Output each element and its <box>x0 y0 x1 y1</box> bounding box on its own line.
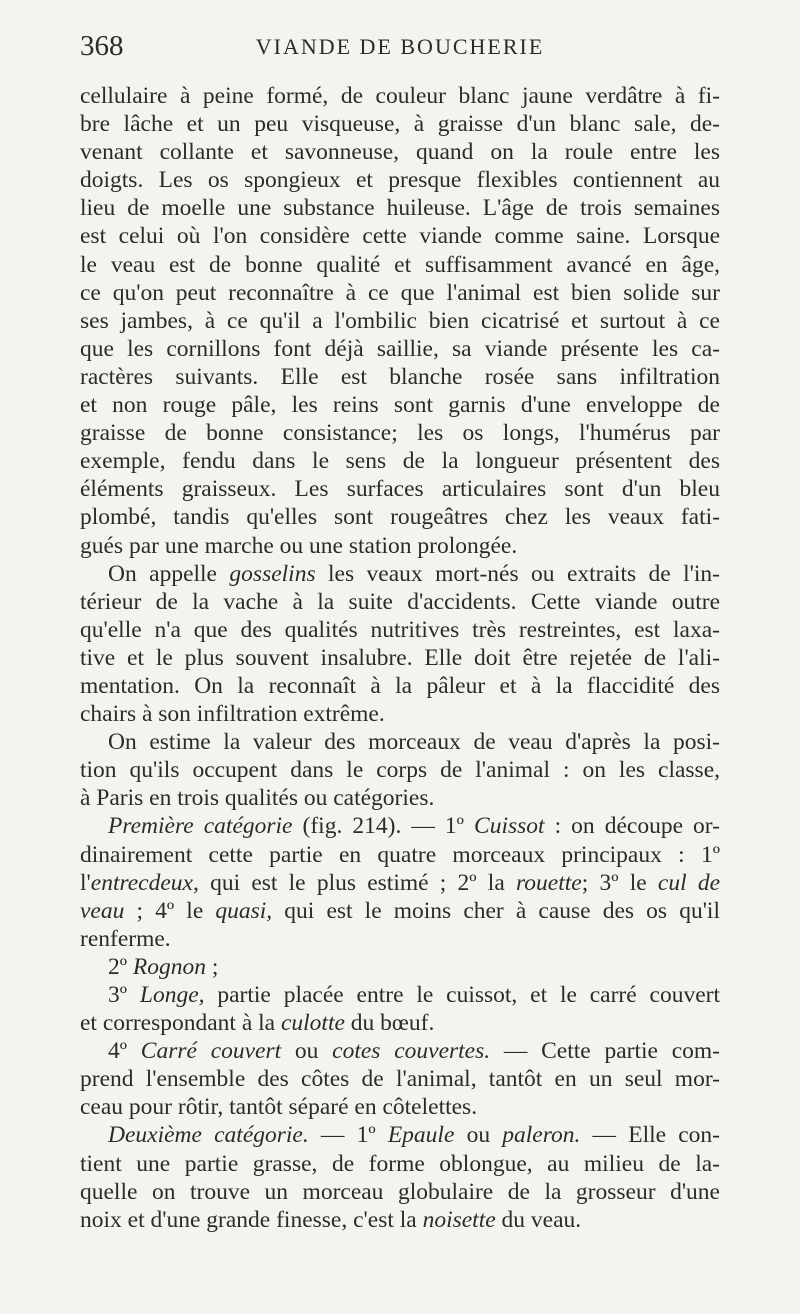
text-segment: ou <box>454 1122 503 1149</box>
text-segment: plombé, tandis qu'elles sont rougeâtres chez les veaux fati- <box>80 504 720 531</box>
text-segment: qu'elle n'a que des qualités nutritives très restreintes, est laxa- <box>80 616 720 643</box>
text-segment: tion qu'ils occupent dans le corps de l'animal : on les classe, <box>80 757 720 784</box>
text-line <box>80 588 720 616</box>
text-segment: noix et d'une grande finesse, c'est la <box>80 1206 423 1233</box>
text-segment: (fig. 214). — 1º <box>292 813 475 840</box>
text-segment: qui est le moins cher à cause des os qu'il <box>272 897 720 924</box>
text-segment: doigts. Les os spongieux et presque flexibles contiennent au <box>80 167 720 194</box>
text-segment: ce qu'on peut reconnaître à ce que l'animal est bien solide sur <box>80 279 720 306</box>
text-segment: quelle on trouve un morceau globulaire de la grosseur d'une <box>80 1178 720 1205</box>
text-segment: lieu de moelle une substance huileuse. L'âge de trois semaines <box>80 195 720 222</box>
italic-term: veau <box>80 897 125 924</box>
italic-term: Carré couvert <box>140 1038 282 1065</box>
body-text <box>80 82 720 1234</box>
text-segment: que les cornillons font déjà saillie, sa viande présente les ca- <box>80 335 720 362</box>
text-line <box>80 1093 720 1121</box>
text-line <box>80 953 720 981</box>
text-line <box>80 419 720 447</box>
text-line <box>80 307 720 335</box>
text-segment: tive et le plus souvent insalubre. Elle doit être rejetée de l'ali- <box>80 644 720 671</box>
italic-term: culotte <box>280 1010 345 1037</box>
text-line <box>80 981 720 1009</box>
text-line <box>80 644 720 672</box>
text-segment: 2º <box>108 953 133 980</box>
text-line <box>80 110 720 138</box>
italic-term: Longe, <box>139 982 205 1008</box>
italic-term: Première catégorie <box>108 813 293 840</box>
text-line <box>80 138 720 166</box>
text-segment: On appelle <box>108 560 230 587</box>
text-line <box>80 897 720 925</box>
text-line <box>80 1121 720 1149</box>
text-segment: mentation. On la reconnaît à la pâleur et à la flaccidité des <box>80 672 720 699</box>
text-line <box>80 869 720 897</box>
text-line <box>80 194 720 222</box>
italic-term: rouette <box>516 869 582 896</box>
text-line <box>80 1150 720 1178</box>
text-segment: graisse de bonne consistance; les os longs, l'humérus par <box>80 420 720 447</box>
text-segment: les veaux mort-nés ou extraits de l'in- <box>315 560 720 587</box>
text-line <box>80 1065 720 1093</box>
text-segment: ; 3º le <box>581 869 658 896</box>
text-line <box>80 447 720 475</box>
italic-term: cotes couvertes. <box>332 1038 491 1065</box>
italic-term: Deuxième catégorie. <box>108 1122 309 1149</box>
text-segment: tient une partie grasse, de forme oblongue, au milieu de la- <box>80 1150 720 1177</box>
text-line <box>80 279 720 307</box>
text-segment: renferme. <box>80 925 171 952</box>
text-line <box>80 616 720 644</box>
text-line <box>80 560 720 588</box>
italic-term: cul de <box>657 869 720 896</box>
text-line <box>80 475 720 503</box>
text-line <box>80 335 720 363</box>
text-segment: prend l'ensemble des côtes de l'animal, tantôt en un seul mor- <box>80 1066 720 1093</box>
text-segment: ractères suivants. Elle est blanche rosée sans infiltration <box>80 363 720 390</box>
text-line <box>80 391 720 419</box>
text-line <box>80 925 720 953</box>
text-segment: térieur de la vache à la suite d'accidents. Cette viande outre <box>80 588 720 615</box>
text-segment: et non rouge pâle, les reins sont garnis d'une enveloppe de <box>80 392 720 419</box>
text-line <box>80 841 720 869</box>
page-header <box>80 30 720 66</box>
text-line <box>80 251 720 279</box>
text-line <box>80 784 720 812</box>
text-segment: — Cette partie com- <box>490 1038 720 1065</box>
text-segment: du veau. <box>495 1206 582 1233</box>
text-line <box>80 812 720 840</box>
text-segment: est celui où l'on considère cette viande comme saine. Lorsque <box>80 223 720 250</box>
text-segment: venant collante et savonneuse, quand on la roule entre les <box>80 139 720 166</box>
text-segment: 3º <box>108 982 140 1008</box>
italic-term: quasi, <box>215 897 273 924</box>
text-segment: dinairement cette partie en quatre morceaux principaux : 1º <box>80 841 720 868</box>
text-line <box>80 363 720 391</box>
text-segment: — Elle con- <box>580 1122 720 1149</box>
italic-term: paleron. <box>502 1122 581 1149</box>
text-segment: le veau est de bonne qualité et suffisamment avancé en âge, <box>80 251 720 278</box>
text-segment: chairs à son infiltration extrême. <box>80 701 385 728</box>
text-line <box>80 1009 720 1037</box>
text-segment: bre lâche et un peu visqueuse, à graisse d'un blanc sale, de- <box>80 111 720 138</box>
text-line <box>80 1037 720 1065</box>
italic-term: gosselins <box>229 560 316 587</box>
text-line <box>80 503 720 531</box>
text-segment: du bœuf. <box>344 1010 435 1037</box>
text-line <box>80 532 720 560</box>
italic-term: entrecdeux, <box>90 869 199 896</box>
text-segment: gués par une marche ou une station prolongée. <box>80 532 518 559</box>
text-line <box>80 756 720 784</box>
text-segment: ou <box>281 1038 333 1065</box>
text-segment: ; <box>206 953 219 980</box>
text-segment: 4º <box>108 1038 141 1065</box>
italic-term: Rognon <box>132 953 207 980</box>
text-segment: ses jambes, à ce qu'il a l'ombilic bien cicatrisé et surtout à ce <box>80 307 720 334</box>
italic-term: noisette <box>422 1206 496 1233</box>
text-line <box>80 728 720 756</box>
page-number: 368 <box>80 30 124 62</box>
text-segment: cellulaire à peine formé, de couleur blanc jaune verdâtre à fi- <box>80 83 720 109</box>
text-line <box>80 222 720 250</box>
text-line <box>80 166 720 194</box>
text-segment: ceau pour rôtir, tantôt séparé en côtelettes. <box>80 1094 478 1121</box>
italic-term: Cuissot <box>474 813 545 840</box>
text-line <box>80 1178 720 1206</box>
text-segment: à Paris en trois qualités ou catégories. <box>80 785 435 812</box>
text-segment: qui est le plus estimé ; 2º la <box>198 869 516 896</box>
text-segment: éléments graisseux. Les surfaces articulaires sont d'un bleu <box>80 476 720 503</box>
text-line <box>80 700 720 728</box>
italic-term: Epaule <box>387 1122 455 1149</box>
text-line <box>80 82 720 110</box>
text-line <box>80 672 720 700</box>
text-segment: ; 4º le <box>124 897 216 924</box>
running-title: VIANDE DE BOUCHERIE <box>255 34 545 59</box>
text-segment: exemple, fendu dans le sens de la longueur présentent des <box>80 448 720 475</box>
text-segment: partie placée entre le cuissot, et le carré couvert <box>204 982 720 1008</box>
text-segment: : on découpe or- <box>544 813 720 840</box>
text-segment: On estime la valeur des morceaux de veau d'après la posi- <box>108 729 720 756</box>
text-segment: — 1º <box>308 1122 388 1149</box>
text-line <box>80 1206 720 1234</box>
text-segment: et correspondant à la <box>80 1010 281 1037</box>
text-segment: l' <box>80 869 91 896</box>
